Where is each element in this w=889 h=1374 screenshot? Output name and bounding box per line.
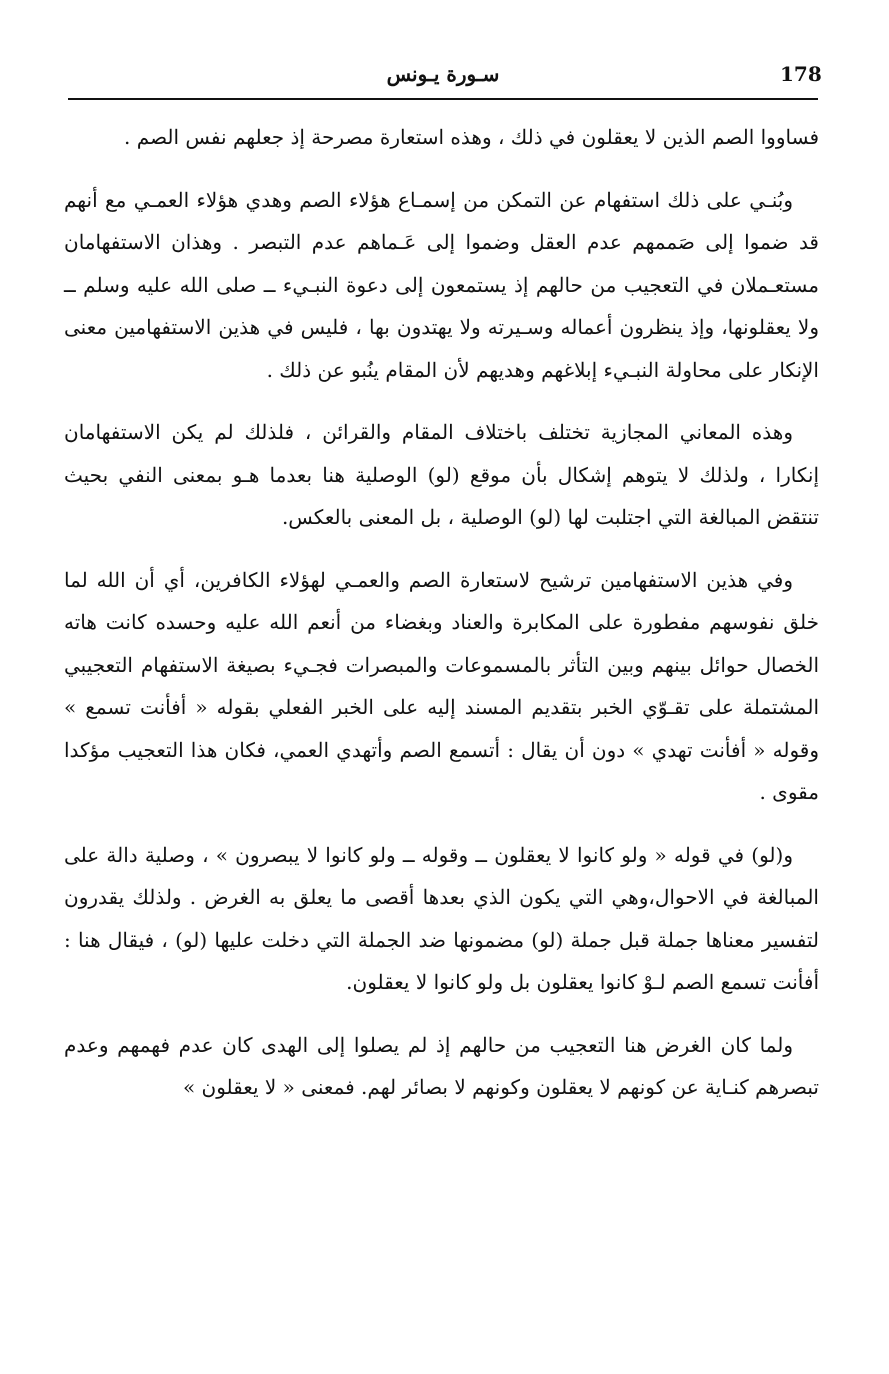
surah-title: سـورة يـونس (386, 62, 500, 86)
paragraph-5: و(لو) في قوله « ولو كانوا لا يعقلون ــ وقوله ــ ولو كانوا لا يبصرون » ، وصلية دالة على المبالغة في الاحوال،وهي التي يكون الذي بعدها أقصى ما يعلق به الغرض . ولذلك يقدرون لتفسير معناها جملة قبل جملة (لو) مضمونها ضد الجملة التي دخلت عليها (لو) ، فيقال هنا : أفأنت تسمع الصم لـوْ كانوا يعقلون بل ولو كانوا لا يعقلون. (64, 842, 819, 994)
paragraph-3: وهذه المعاني المجازية تختلف باختلاف المقام والقرائن ، فلذلك لم يكن الاستفهامان إنكارا ، ولذلك لا يتوهم إشكال بأن موقع (لو) الوصلية هنا بعدما هـو بمعنى النفي بحيث تنتقض المبالغة التي اجتلبت لها (لو) الوصلية ، بل المعنى بالعكس. (64, 420, 819, 529)
page-number: 178 (780, 62, 822, 86)
paragraph-1: فساووا الصم الذين لا يعقلون في ذلك ، وهذه استعارة مصرحة إذ جعلهم نفس الصم . (124, 125, 819, 149)
paragraph-2: وبُنـي على ذلك استفهام عن التمكن من إسمـاع هؤلاء الصم وهدي هؤلاء العمـي مع أنهم قد ضموا إلى صَممهم عدم العقل وضموا إلى عَـماهم عدم التبصر . وهذان الاستفهامان مستعـملان في التعجيب من حالهم إذ يستمعون إلى دعوة النبـيء ــ صلى الله عليه وسلم ــ ولا يعقلونها، وإذ ينظرون أعماله وسـيرته ولا يهتدون بها ، فليس في هذين الاستفهامين معنى الإنكار على محاولة النبـيء إبلاغهم وهديهم لأن المقام ينُبو عن ذلك . (64, 187, 819, 382)
page-header (68, 58, 822, 100)
paragraph-4: وفي هذين الاستفهامين ترشيح لاستعارة الصم والعمـي لهؤلاء الكافرين، أي أن الله لما خلق نفوسهم مفطورة على المكابرة والعناد وبغضاء من أنعم الله عليه وحسده كانت هاته الخصال حوائل بينهم وبين التأثر بالمسموعات والمبصرات فجـيء بصيغة الاستفهام التعجيبي المشتملة على تقـوّي الخبر بتقديم المسند إليه على الخبر الفعلي بقوله « أفأنت تسمع » وقوله « أفأنت تهدي » دون أن يقال : أتسمع الصم وأتهدي العمي، فكان هذا التعجيب مؤكدا مقوى . (64, 567, 819, 804)
page-body (64, 116, 819, 1129)
paragraph-6: ولما كان الغرض هنا التعجيب من حالهم إذ لم يصلوا إلى الهدى كان عدم فهمهم وعدم تبصرهم كنـاية عن كونهم لا يعقلون وكونهم لا بصائر لهم. فمعنى « لا يعقلون » (64, 1032, 819, 1099)
